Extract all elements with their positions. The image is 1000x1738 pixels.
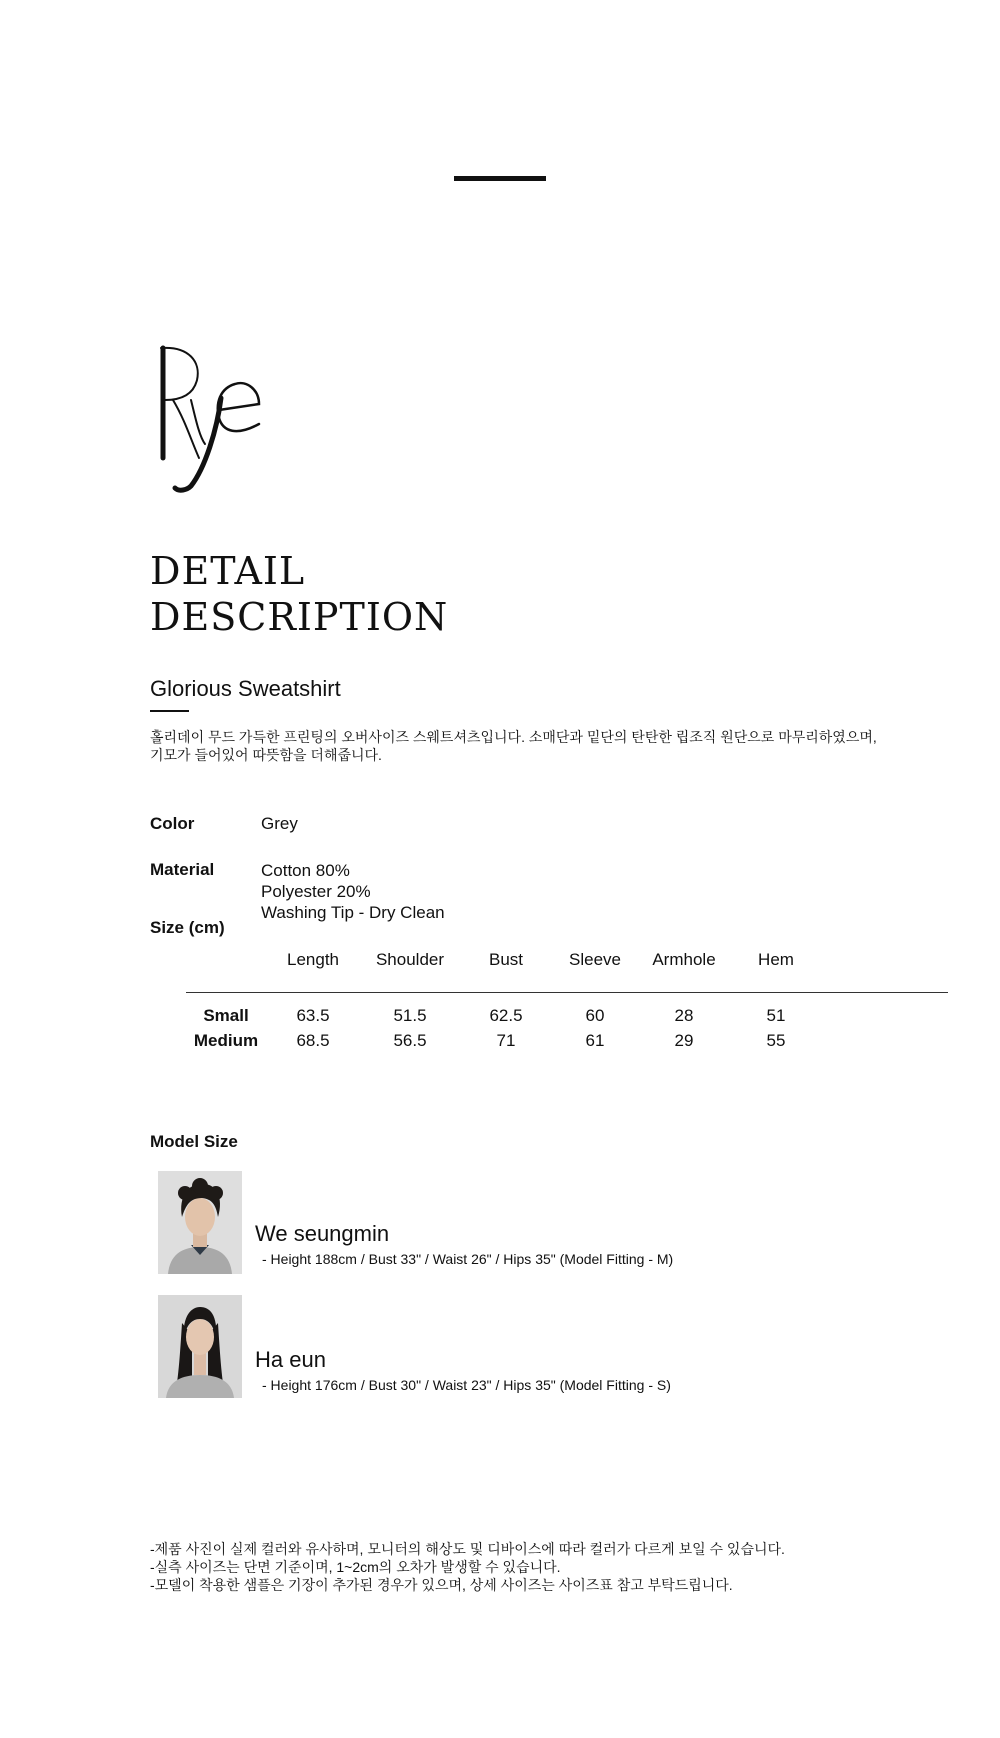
table-header-divider [186, 992, 948, 993]
brand-logo-mark [155, 340, 275, 500]
heading-line-2: DESCRIPTION [150, 595, 449, 639]
size-table [186, 950, 948, 1060]
table-cell: 56.5 [393, 1031, 427, 1050]
note-line-2: -실측 사이즈는 단면 기준이며, 1~2cm의 오차가 발생할 수 있습니다. [150, 1559, 561, 1575]
table-cell: 63.5 [296, 1006, 330, 1025]
description-line-1: 홀리데이 무드 가득한 프린팅의 오버사이즈 스웨트셔츠입니다. 소매단과 밑단의 탄탄한 립조직 원단으로 마무리하였으며, [150, 729, 877, 745]
header-hem: Hem [758, 950, 794, 969]
row-label-medium: Medium [193, 1031, 259, 1050]
model-spec-2: - Height 176cm / Bust 30" / Waist 23" / Hips 35" (Model Fitting - S) [262, 1377, 671, 1393]
header-shoulder: Shoulder [375, 950, 445, 969]
header-sleeve: Sleeve [569, 950, 621, 969]
product-description [150, 728, 877, 764]
table-cell: 60 [585, 1006, 605, 1025]
top-divider [454, 176, 546, 181]
table-cell: 61 [585, 1031, 605, 1050]
table-cell: 62.5 [489, 1006, 523, 1025]
table-cell: 51.5 [393, 1006, 427, 1025]
table-cell: 29 [674, 1031, 694, 1050]
header-armhole: Armhole [652, 950, 716, 969]
washing-tip: Washing Tip - Dry Clean [261, 903, 445, 922]
header-bust: Bust [488, 950, 524, 969]
material-label: Material [150, 860, 215, 879]
model-spec-1: - Height 188cm / Bust 33" / Waist 26" / Hips 35" (Model Fitting - M) [262, 1251, 674, 1267]
note-line-3: -모델이 착용한 샘플은 기장이 추가된 경우가 있으며, 상세 사이즈는 사이즈표 참고 부탁드립니다. [150, 1577, 733, 1593]
color-value: Grey [261, 814, 298, 833]
header-length: Length [287, 950, 339, 969]
model-name-2: Ha eun [255, 1347, 326, 1372]
material-values [261, 860, 445, 923]
model-photo-1 [158, 1171, 242, 1274]
table-cell: 68.5 [296, 1031, 330, 1050]
brand-logo [155, 340, 275, 500]
table-cell: 28 [674, 1006, 694, 1025]
heading-line-1: DETAIL [150, 549, 306, 593]
product-name-underline [150, 710, 189, 712]
product-name: Glorious Sweatshirt [150, 676, 341, 701]
note-line-1: -제품 사진이 실제 컬러와 유사하며, 모니터의 해상도 및 디바이스에 따라 컬러가 다르게 보일 수 있습니다. [150, 1541, 785, 1557]
model-name-1: We seungmin [255, 1221, 390, 1246]
model-size-label: Model Size [150, 1132, 238, 1151]
table-cell: 55 [766, 1031, 786, 1050]
material-line-2: Polyester 20% [261, 882, 371, 901]
detail-description-heading [150, 548, 448, 640]
notes [150, 1540, 785, 1594]
table-cell: 71 [496, 1031, 516, 1050]
color-label: Color [150, 814, 195, 833]
description-line-2: 기모가 들어있어 따뜻함을 더해줍니다. [150, 747, 382, 763]
row-label-small: Small [203, 1006, 249, 1025]
model-photo-2 [158, 1295, 242, 1398]
size-label: Size (cm) [150, 918, 225, 937]
table-cell: 51 [766, 1006, 786, 1025]
material-line-1: Cotton 80% [261, 861, 350, 880]
